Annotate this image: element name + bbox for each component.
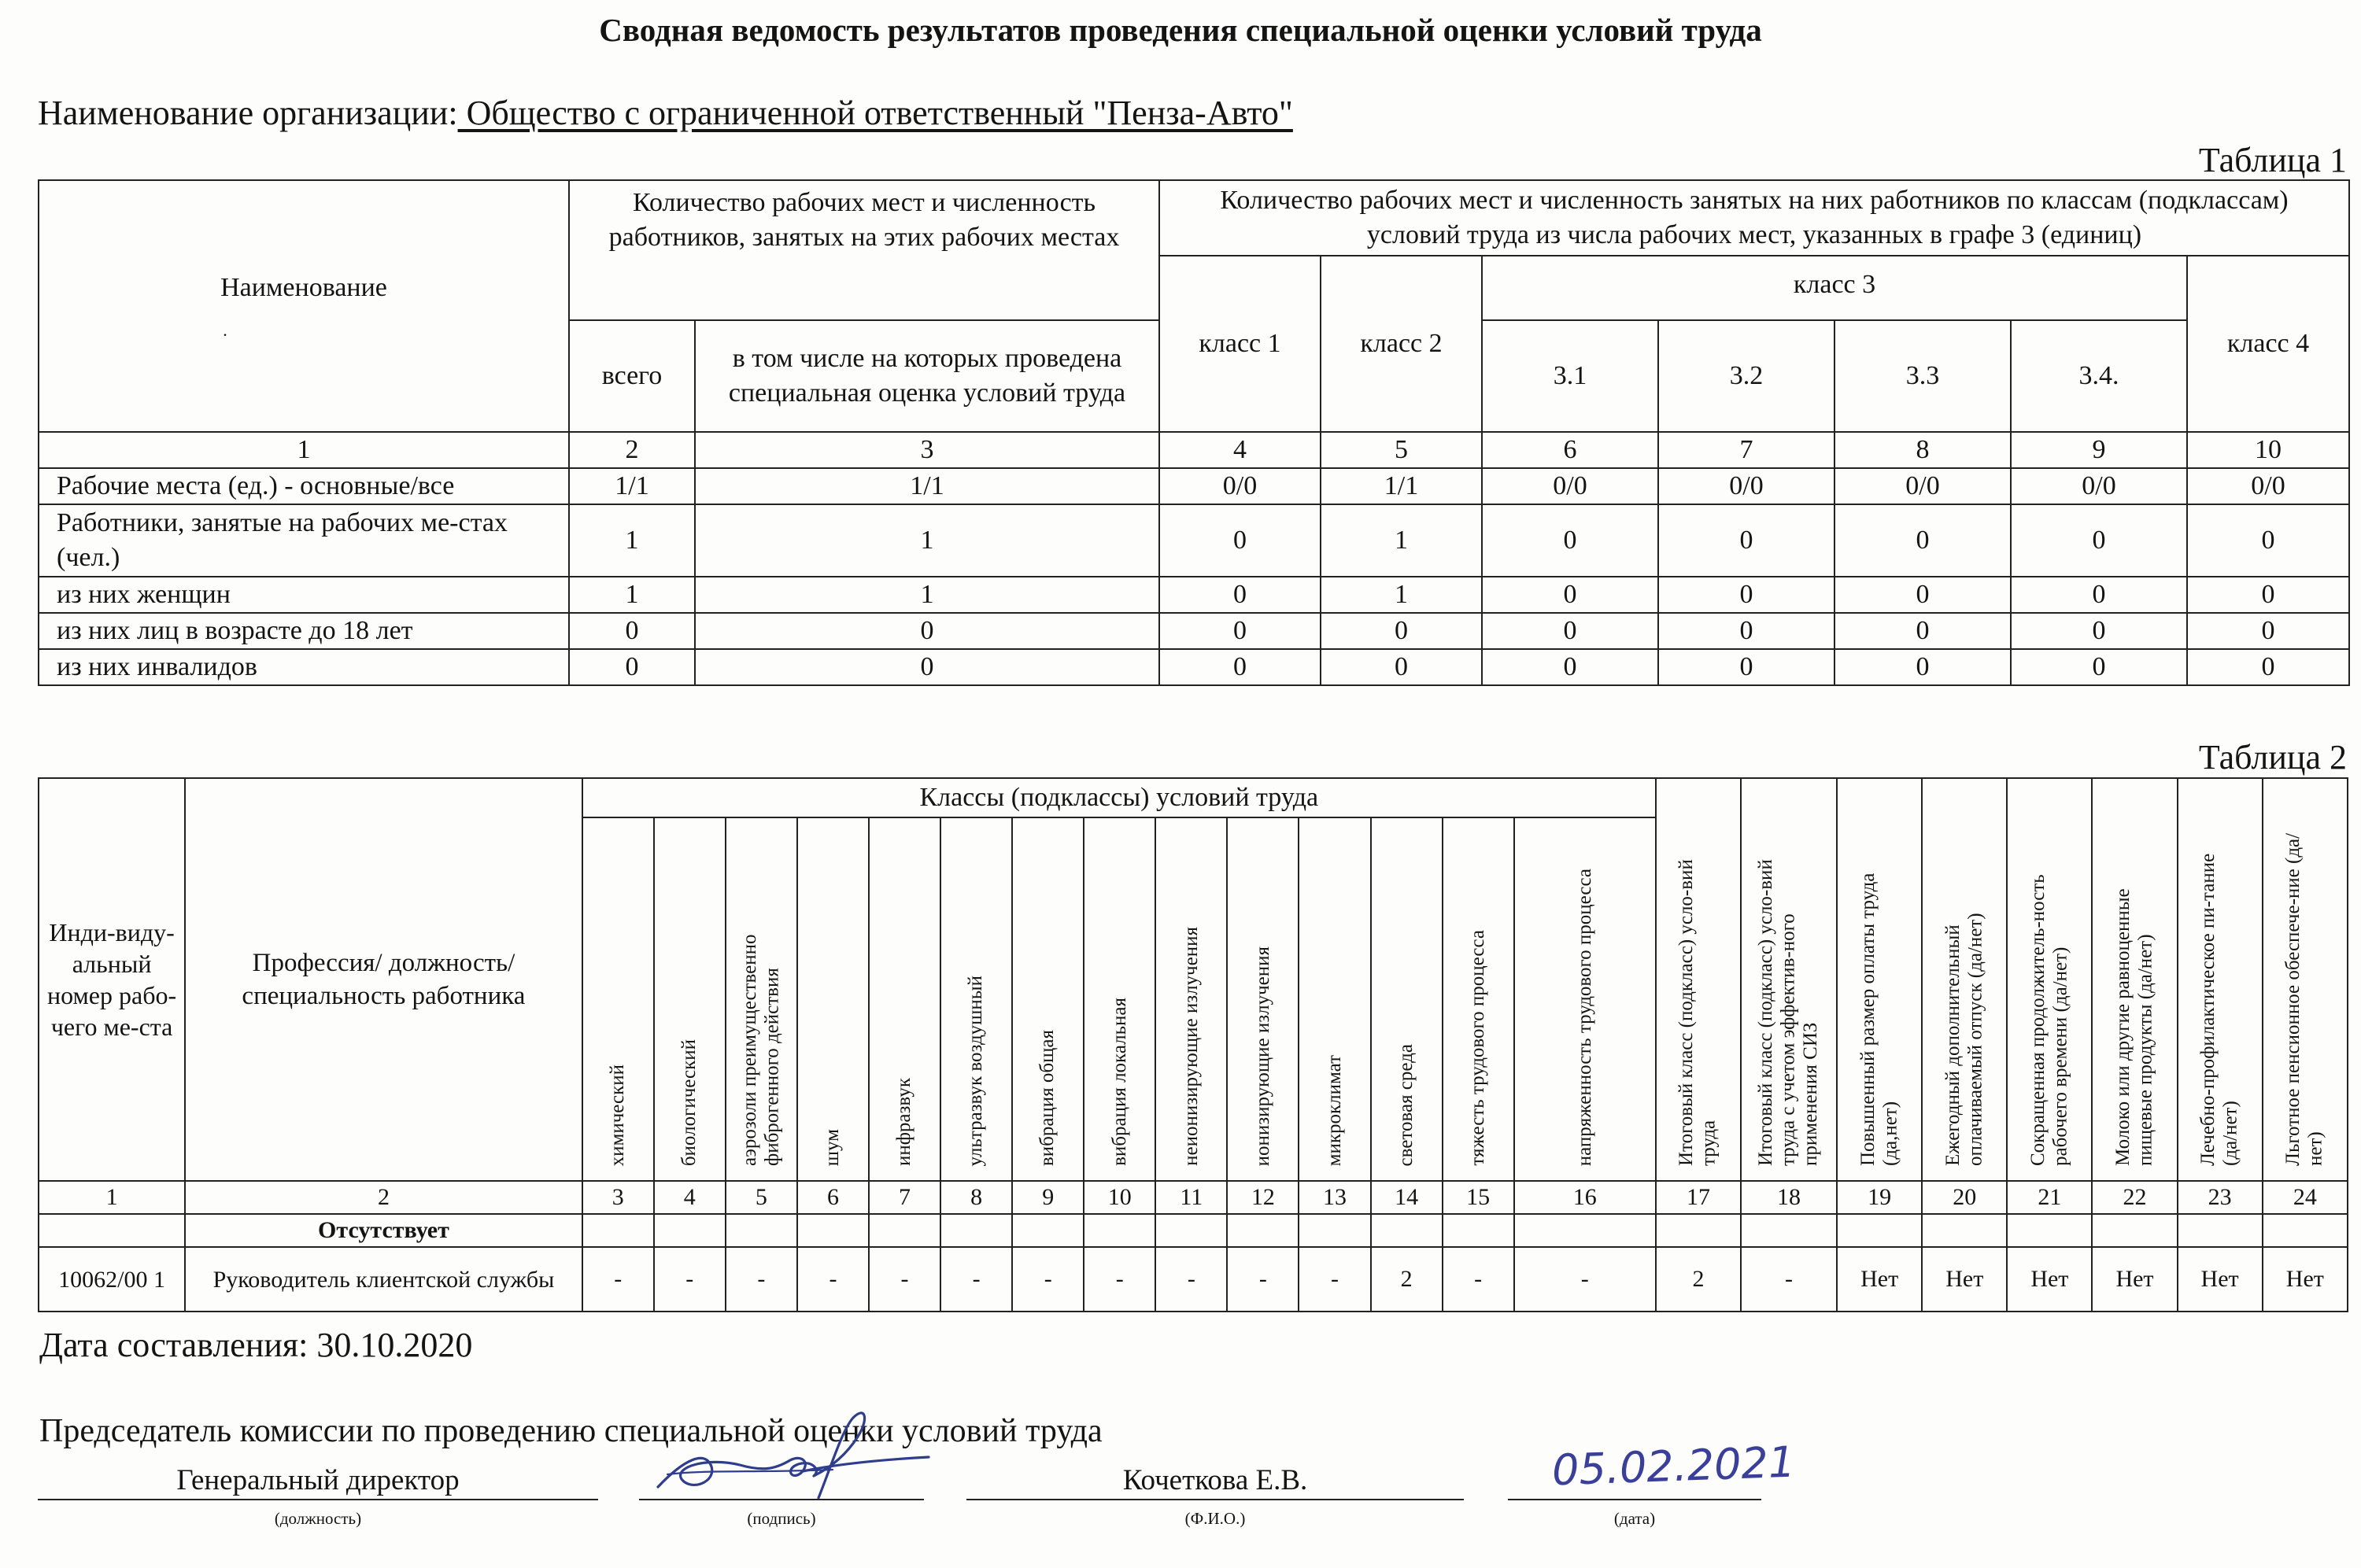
- t1-workplaces-header: Количество рабочих мест и численность работников, занятых на этих рабочих местах: [569, 180, 1159, 320]
- table-cell: 0: [1482, 613, 1658, 649]
- table-row: [39, 1247, 2348, 1312]
- summary-table-1: [38, 179, 2350, 686]
- t1-col-number: 1: [39, 432, 569, 468]
- t2-factor-header: шум: [797, 817, 869, 1181]
- table-cell: 1: [695, 504, 1159, 577]
- t2-factor-header: световая среда: [1371, 817, 1443, 1181]
- table-cell: -: [1012, 1247, 1084, 1312]
- table-cell: -: [1084, 1247, 1155, 1312]
- t1-name-header-text: Наименование: [220, 273, 387, 303]
- t2-col-number: 24: [2263, 1181, 2348, 1214]
- table-row: [39, 613, 2349, 649]
- t2-col-number: 22: [2092, 1181, 2177, 1214]
- table-row: [39, 504, 2349, 577]
- table-cell: -: [654, 1247, 726, 1312]
- t1-sub33-header: 3.3: [1834, 320, 2011, 432]
- t2-factor-header: неионизирующие излучения: [1155, 817, 1227, 1181]
- t2-factor-header: вибрация локальная: [1084, 817, 1155, 1181]
- t2-factor-header: биологический: [654, 817, 726, 1181]
- table-cell: 0: [1482, 504, 1658, 577]
- table-cell: -: [1299, 1247, 1370, 1312]
- t2-col-number: 19: [1837, 1181, 1922, 1214]
- signature-caption: (подпись): [747, 1509, 816, 1528]
- t2-col-number: 11: [1155, 1181, 1227, 1214]
- t1-class1-header: класс 1: [1159, 256, 1321, 432]
- table-cell: 0: [569, 613, 695, 649]
- table-cell: -: [1443, 1247, 1514, 1312]
- t1-col-number: 2: [569, 432, 695, 468]
- t1-by-class-header: Количество рабочих мест и численность занятых на них работников по классам (подклассам) условий труда из числа рабочих мест, указанных в графе 3 (единиц): [1159, 180, 2349, 256]
- table-cell: 0/0: [1482, 468, 1658, 504]
- t1-sub31-header: 3.1: [1482, 320, 1658, 432]
- table-cell: 2: [1371, 1247, 1443, 1312]
- t2-col-number: 15: [1443, 1181, 1514, 1214]
- table-cell: 0: [695, 613, 1159, 649]
- t2-summary-header: Льготное пенсионное обеспече-ние (да/нет): [2263, 778, 2348, 1181]
- table-cell: -: [582, 1247, 654, 1312]
- t2-col-number: 2: [185, 1181, 582, 1214]
- table-cell: 0: [1834, 577, 2011, 613]
- t1-col-number: 10: [2187, 432, 2349, 468]
- chairman-name: Кочеткова Е.В.: [1122, 1464, 1308, 1496]
- table2-caption: Таблица 2: [2198, 738, 2347, 777]
- table-cell: 0/0: [2011, 468, 2187, 504]
- t2-col-number: 4: [654, 1181, 726, 1214]
- table-cell: Нет: [2263, 1247, 2348, 1312]
- t2-section-label: Отсутствует: [185, 1214, 582, 1247]
- t2-profession-header: Профессия/ должность/ специальность работника: [185, 778, 582, 1181]
- document-title: Сводная ведомость результатов проведения специальной оценки условий труда: [599, 12, 1762, 48]
- t2-profession: Руководитель клиентской службы: [185, 1247, 582, 1312]
- table-cell: 0: [2187, 649, 2349, 685]
- t2-summary-header: Повышенный размер оплаты труда (да,нет): [1837, 778, 1922, 1181]
- table-cell: Нет: [2007, 1247, 2092, 1312]
- t1-col-number-row: [39, 432, 2349, 468]
- table-cell: -: [940, 1247, 1012, 1312]
- table1-caption: Таблица 1: [2198, 141, 2347, 179]
- table-cell: 1: [695, 577, 1159, 613]
- t2-col-number: 9: [1012, 1181, 1084, 1214]
- row-label: Рабочие места (ед.) - основные/все: [39, 468, 569, 504]
- row-label: из них инвалидов: [39, 649, 569, 685]
- t2-col-number: 1: [39, 1181, 185, 1214]
- table-cell: 0: [1658, 613, 1834, 649]
- table-cell: -: [797, 1247, 869, 1312]
- t1-assessed-header: в том числе на которых проведена специальная оценка условий труда: [695, 320, 1159, 432]
- table-cell: 0/0: [1159, 468, 1321, 504]
- organization-name: Общество с ограниченной ответственный "Пенза-Авто": [457, 94, 1293, 132]
- table-cell: 0: [1159, 649, 1321, 685]
- table-cell: 0/0: [1658, 468, 1834, 504]
- table-cell: 0: [2011, 613, 2187, 649]
- table-cell: 0: [1321, 613, 1482, 649]
- organization-label: Наименование организации:: [38, 94, 458, 132]
- t1-col-number: 8: [1834, 432, 2011, 468]
- t1-col-number: 5: [1321, 432, 1482, 468]
- t1-class4-header: класс 4: [2187, 256, 2349, 432]
- date-caption: (дата): [1613, 1509, 1656, 1528]
- table-cell: 0: [1482, 649, 1658, 685]
- handwritten-date: 05.02.2021: [1550, 1437, 1797, 1496]
- table-cell: 0: [2187, 577, 2349, 613]
- t1-name-header: [39, 180, 569, 432]
- row-label: из них лиц в возрасте до 18 лет: [39, 613, 569, 649]
- t1-col-number: 6: [1482, 432, 1658, 468]
- table-cell: 1: [569, 504, 695, 577]
- t2-factor-header: тяжесть трудового процесса: [1443, 817, 1514, 1181]
- t1-col-number: 4: [1159, 432, 1321, 468]
- table-cell: -: [1741, 1247, 1837, 1312]
- table-cell: -: [726, 1247, 797, 1312]
- table-cell: 0: [1159, 504, 1321, 577]
- table-cell: 0/0: [2187, 468, 2349, 504]
- table-cell: 0: [2011, 577, 2187, 613]
- t2-factor-header: ультразвук воздушный: [940, 817, 1012, 1181]
- table-cell: 0: [1658, 504, 1834, 577]
- name-line: [966, 1499, 1464, 1500]
- t2-col-number: 14: [1371, 1181, 1443, 1214]
- position-line: [38, 1499, 598, 1500]
- t2-workplace-id: 10062/00 1: [39, 1247, 185, 1312]
- t1-class3-header: класс 3: [1482, 256, 2187, 320]
- summary-table-2: [38, 777, 2348, 1312]
- t2-col-number: 17: [1656, 1181, 1741, 1214]
- t2-col-number: 3: [582, 1181, 654, 1214]
- table-cell: 0: [2187, 613, 2349, 649]
- t2-factor-header: микроклимат: [1299, 817, 1370, 1181]
- table-cell: 1/1: [569, 468, 695, 504]
- table-cell: Нет: [2178, 1247, 2263, 1312]
- t2-factor-header: инфразвук: [869, 817, 940, 1181]
- t2-factor-header: вибрация общая: [1012, 817, 1084, 1181]
- table-cell: 0: [2011, 504, 2187, 577]
- table-cell: 0: [1482, 577, 1658, 613]
- table-row: [39, 577, 2349, 613]
- table-cell: 0: [2011, 649, 2187, 685]
- t2-col-number: 18: [1741, 1181, 1837, 1214]
- handwritten-signature: [636, 1394, 966, 1512]
- t1-col-number: 9: [2011, 432, 2187, 468]
- chairman-title: Председатель комиссии по проведению специальной оценки условий труда: [39, 1413, 1103, 1449]
- t1-col-number: 3: [695, 432, 1159, 468]
- table-cell: 0/0: [1834, 468, 2011, 504]
- table-cell: -: [1514, 1247, 1656, 1312]
- table-cell: Нет: [2092, 1247, 2177, 1312]
- t2-col-number: 23: [2178, 1181, 2263, 1214]
- t2-factor-header: ионизирующие излучения: [1227, 817, 1299, 1181]
- name-caption: (Ф.И.О.): [1184, 1509, 1246, 1528]
- t2-classes-group-header: Классы (подклассы) условий труда: [582, 778, 1656, 817]
- table-cell: 0: [1159, 613, 1321, 649]
- table-cell: 0: [1159, 577, 1321, 613]
- row-label: из них женщин: [39, 577, 569, 613]
- t2-col-number: 7: [869, 1181, 940, 1214]
- table-cell: 1/1: [695, 468, 1159, 504]
- t2-col-number: 13: [1299, 1181, 1370, 1214]
- t2-col-number: 12: [1227, 1181, 1299, 1214]
- chairman-position: Генеральный директор: [176, 1464, 460, 1496]
- t1-sub34-header: 3.4.: [2011, 320, 2187, 432]
- t2-id-header: Инди-виду-альный номер рабо-чего ме-ста: [39, 778, 185, 1181]
- table-row: [39, 468, 2349, 504]
- t2-section-row: [39, 1214, 2348, 1247]
- table-cell: 0: [695, 649, 1159, 685]
- date-compiled: Дата составления: 30.10.2020: [39, 1326, 473, 1364]
- table-cell: -: [1227, 1247, 1299, 1312]
- date-line: [1508, 1499, 1761, 1500]
- t2-summary-header: Молоко или другие равноценные пищевые продукты (да/нет): [2092, 778, 2177, 1181]
- table-cell: 0: [2187, 504, 2349, 577]
- table-cell: 0: [569, 649, 695, 685]
- table-cell: 2: [1656, 1247, 1741, 1312]
- t2-summary-header: Ежегодный дополнительный оплачиваемый отпуск (да/нет): [1922, 778, 2007, 1181]
- table-cell: -: [869, 1247, 940, 1312]
- t2-col-number: 6: [797, 1181, 869, 1214]
- table-cell: 1: [1321, 504, 1482, 577]
- t1-col-number: 7: [1658, 432, 1834, 468]
- t2-col-number-row: [39, 1181, 2348, 1214]
- table-cell: 1: [569, 577, 695, 613]
- table-cell: -: [1155, 1247, 1227, 1312]
- organization-line: [38, 93, 1293, 133]
- row-label: Работники, занятые на рабочих ме-стах (чел.): [39, 504, 569, 577]
- table-cell: 0: [1658, 577, 1834, 613]
- table-cell: 0: [1834, 649, 2011, 685]
- table-cell: 0: [1321, 649, 1482, 685]
- t2-col-number: 8: [940, 1181, 1012, 1214]
- t2-col-number: 16: [1514, 1181, 1656, 1214]
- table-cell: Нет: [1837, 1247, 1922, 1312]
- t2-col-number: 21: [2007, 1181, 2092, 1214]
- position-caption: (должность): [274, 1509, 362, 1528]
- t2-col-number: 10: [1084, 1181, 1155, 1214]
- table-cell: 0: [1834, 613, 2011, 649]
- t1-sub32-header: 3.2: [1658, 320, 1834, 432]
- table-cell: 0: [1658, 649, 1834, 685]
- t2-factor-header: химический: [582, 817, 654, 1181]
- t2-col-number: 20: [1922, 1181, 2007, 1214]
- t2-factor-header: напряженность трудового процесса: [1514, 817, 1656, 1181]
- t2-summary-header: Лечебно-профилактическое пи-тание (да/нет): [2178, 778, 2263, 1181]
- table-cell: 1/1: [1321, 468, 1482, 504]
- table-row: [39, 649, 2349, 685]
- table-cell: Нет: [1922, 1247, 2007, 1312]
- t2-summary-header: Сокращенная продолжитель-ность рабочего времени (да/нет): [2007, 778, 2092, 1181]
- table-cell: 1: [1321, 577, 1482, 613]
- table-cell: 0: [1834, 504, 2011, 577]
- t2-summary-header: Итоговый класс (подкласс) усло-вий труда с учетом эффектив-ного применения СИЗ: [1741, 778, 1837, 1181]
- t1-class2-header: класс 2: [1321, 256, 1482, 432]
- t1-total-header: всего: [569, 320, 695, 432]
- t2-factor-header: аэрозоли преимущественно фиброгенного действия: [726, 817, 797, 1181]
- t1-name-header-dot: .: [223, 319, 227, 340]
- t2-col-number: 5: [726, 1181, 797, 1214]
- t2-summary-header: Итоговый класс (подкласс) усло-вий труда: [1656, 778, 1741, 1181]
